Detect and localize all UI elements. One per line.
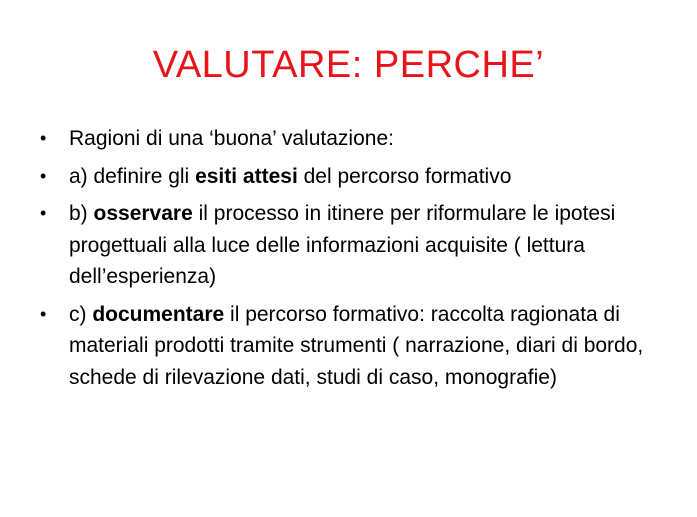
bullet-item-b	[38, 198, 668, 293]
bullet-item-c	[38, 299, 668, 394]
bullet-text-prefix: a) definire gli	[69, 164, 196, 188]
slide-title: VALUTARE: PERCHE’	[152, 44, 545, 86]
bullet-text-suffix: del percorso formativo	[297, 164, 512, 188]
bullet-icon: •	[40, 128, 47, 148]
bullet-item-a	[38, 161, 668, 193]
bullet-text-prefix: b)	[69, 202, 94, 225]
bullet-text: Ragioni di una ‘buona’ valutazione:	[69, 127, 394, 150]
bullet-text-bold: documentare	[92, 302, 225, 326]
bullet-icon: •	[40, 203, 47, 223]
bullet-icon: •	[40, 303, 47, 324]
bullet-list	[38, 123, 668, 399]
bullet-text-suffix: il processo in itinere per riformulare le ipotesi progettuali alla luce delle informazioni acquisite ( lettura dell’esperienza)	[69, 202, 616, 288]
bullet-icon: •	[40, 165, 47, 186]
bullet-text-bold: esiti attesi	[195, 164, 298, 188]
bullet-text-suffix: il percorso formativo: raccolta ragionata di materiali prodotti tramite strumenti ( narrazione, diari di bordo, schede di rilevazione dati, studi di caso, monografie)	[69, 302, 644, 389]
bullet-item-reasons	[38, 123, 668, 155]
bullet-text-bold: osservare	[93, 202, 193, 225]
bullet-text-prefix: c)	[69, 302, 93, 326]
